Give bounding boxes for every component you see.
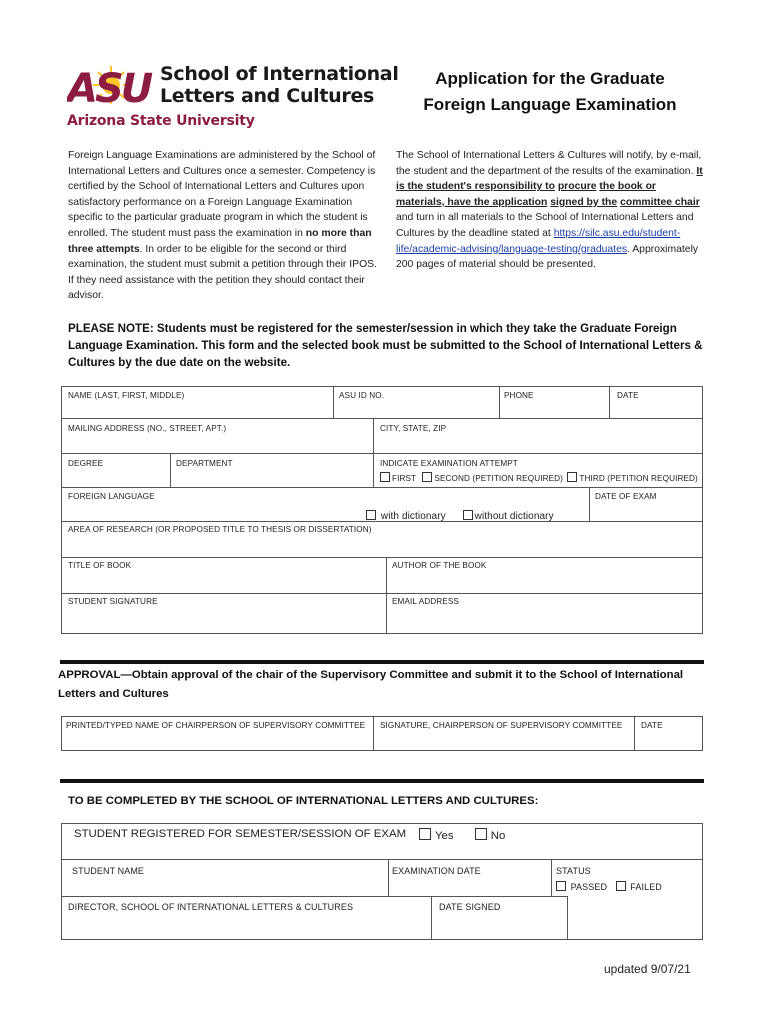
committee-chair-text: committee chair: [620, 196, 700, 208]
office-use-heading: TO BE COMPLETED BY THE SCHOOL OF INTERNATIONAL LETTERS AND CULTURES:: [68, 795, 539, 807]
mailing-address-field[interactable]: MAILING ADDRESS (NO., STREET, APT.): [68, 424, 227, 433]
asu-lettering: ASU: [67, 66, 151, 106]
signed-by-text: signed by the: [550, 196, 618, 208]
school-name: [160, 63, 399, 107]
title-line2: Foreign Language Examination: [423, 95, 677, 114]
degree-field[interactable]: DEGREE: [68, 459, 104, 468]
attempt-third-checkbox[interactable]: THIRD (PETITION REQUIRED): [567, 474, 698, 483]
department-field[interactable]: DEPARTMENT: [176, 459, 233, 468]
passed-checkbox[interactable]: PASSED: [556, 882, 607, 892]
intro-right-text1: The School of International Letters & Cultures will notify, by e-mail, the student and the department of the results of the examination.: [396, 150, 702, 177]
status-label: STATUS: [556, 866, 591, 876]
intro-left-text2: . In order to be eligible for the second or third examination, the student must submit a petition through their IPOS. If they need assistance with the petition they should contact their advisor.: [68, 243, 377, 302]
attempt-first-checkbox[interactable]: FIRST: [380, 474, 416, 483]
attempt-second-checkbox[interactable]: SECOND (PETITION REQUIRED): [422, 474, 563, 483]
intro-left-paragraph: [68, 148, 380, 304]
section-divider: [60, 660, 704, 664]
section-divider: [60, 779, 704, 783]
checkbox-icon: [475, 828, 487, 840]
school-name-line1: School of International: [160, 63, 399, 85]
title-of-book-field[interactable]: TITLE OF BOOK: [68, 561, 132, 570]
materials-text: the book or materials, have the application: [396, 181, 656, 208]
checkbox-icon: [422, 472, 432, 482]
checkbox-icon: [567, 472, 577, 482]
registered-yes-checkbox[interactable]: Yes: [419, 830, 454, 842]
registered-options: [419, 828, 505, 842]
without-dictionary-checkbox[interactable]: without dictionary: [463, 511, 554, 522]
asu-id-field[interactable]: ASU ID NO.: [339, 391, 385, 400]
registered-label: STUDENT REGISTERED FOR SEMESTER/SESSION OF EXAM: [74, 828, 407, 840]
email-address-field[interactable]: EMAIL ADDRESS: [392, 597, 459, 606]
title-line1: Application for the Graduate: [435, 69, 665, 88]
procure-text: procure: [557, 181, 597, 193]
status-options: [556, 881, 662, 892]
date-signed-field[interactable]: DATE SIGNED: [439, 902, 501, 912]
examination-date-field[interactable]: EXAMINATION DATE: [392, 866, 481, 876]
intro-right-paragraph: [396, 148, 706, 273]
author-of-book-field[interactable]: AUTHOR OF THE BOOK: [392, 561, 487, 570]
checkbox-icon: [366, 510, 376, 520]
intro-left-bold: no more than three attempts: [68, 227, 372, 255]
area-of-research-field[interactable]: AREA OF RESEARCH (OR PROPOSED TITLE TO THESIS OR DISSERTATION): [68, 525, 372, 534]
checkbox-icon: [556, 881, 566, 891]
date-field[interactable]: DATE: [617, 391, 639, 400]
responsibility-text: It is the student's responsibility to: [396, 165, 703, 193]
with-dictionary-checkbox[interactable]: with dictionary: [366, 511, 446, 522]
phone-field[interactable]: PHONE: [504, 391, 534, 400]
exam-attempt-label: INDICATE EXAMINATION ATTEMPT: [380, 459, 518, 468]
intro-left-text1: Foreign Language Examinations are administered by the School of International Letters and Cultures once a semester. Competency is certified by the School of International Letters and Cultures upon satisfactory performance on a Foreign Language Examination specific to the particular graduate program in which the student is enrolled. The student must pass the examination in: [68, 150, 376, 239]
checkbox-icon: [419, 828, 431, 840]
page-title: [400, 66, 700, 118]
deadline-link[interactable]: https://silc.asu.edu/student-life/academic-advising/language-testing/graduates: [396, 227, 681, 255]
approval-heading: APPROVAL—Obtain approval of the chair of the Supervisory Committee and submit it to the School of International Letters and Cultures: [58, 669, 684, 700]
intro-right-text2: and turn in all materials to the School of International Letters and Cultures by the deadline stated at: [396, 212, 694, 239]
approval-date-field[interactable]: DATE: [641, 721, 663, 730]
checkbox-icon: [380, 472, 390, 482]
student-signature-field[interactable]: STUDENT SIGNATURE: [68, 597, 158, 606]
failed-checkbox[interactable]: FAILED: [616, 882, 662, 892]
updated-date: updated 9/07/21: [604, 962, 691, 976]
foreign-language-field[interactable]: FOREIGN LANGUAGE: [68, 492, 155, 501]
intro-right-text3: . Approximately 200 pages of material should be presented.: [396, 243, 699, 271]
asu-logo-icon: [67, 64, 153, 106]
checkbox-icon: [463, 510, 473, 520]
registered-no-checkbox[interactable]: No: [475, 830, 506, 842]
chair-signature-field[interactable]: SIGNATURE, CHAIRPERSON OF SUPERVISORY COMMITTEE: [380, 721, 623, 730]
dictionary-options: [366, 510, 554, 522]
director-signature-field[interactable]: DIRECTOR, SCHOOL OF INTERNATIONAL LETTERS & CULTURES: [68, 902, 354, 912]
chair-name-field[interactable]: PRINTED/TYPED NAME OF CHAIRPERSON OF SUPERVISORY COMMITTEE: [66, 721, 366, 730]
university-name: Arizona State University: [67, 113, 255, 129]
checkbox-icon: [616, 881, 626, 891]
student-name-field[interactable]: STUDENT NAME: [72, 866, 145, 876]
school-name-line2: Letters and Cultures: [160, 85, 375, 107]
city-state-zip-field[interactable]: CITY, STATE, ZIP: [380, 424, 447, 433]
exam-attempt-options: [380, 472, 698, 483]
date-of-exam-field[interactable]: DATE OF EXAM: [595, 492, 657, 501]
name-field[interactable]: NAME (LAST, FIRST, MIDDLE): [68, 391, 185, 400]
please-note: PLEASE NOTE: Students must be registered for the semester/session in which they take the Graduate Foreign Language Examination. This form and the selected book must be submitted to the School of International Letters & Cultures by the due date on the website.: [68, 322, 703, 369]
